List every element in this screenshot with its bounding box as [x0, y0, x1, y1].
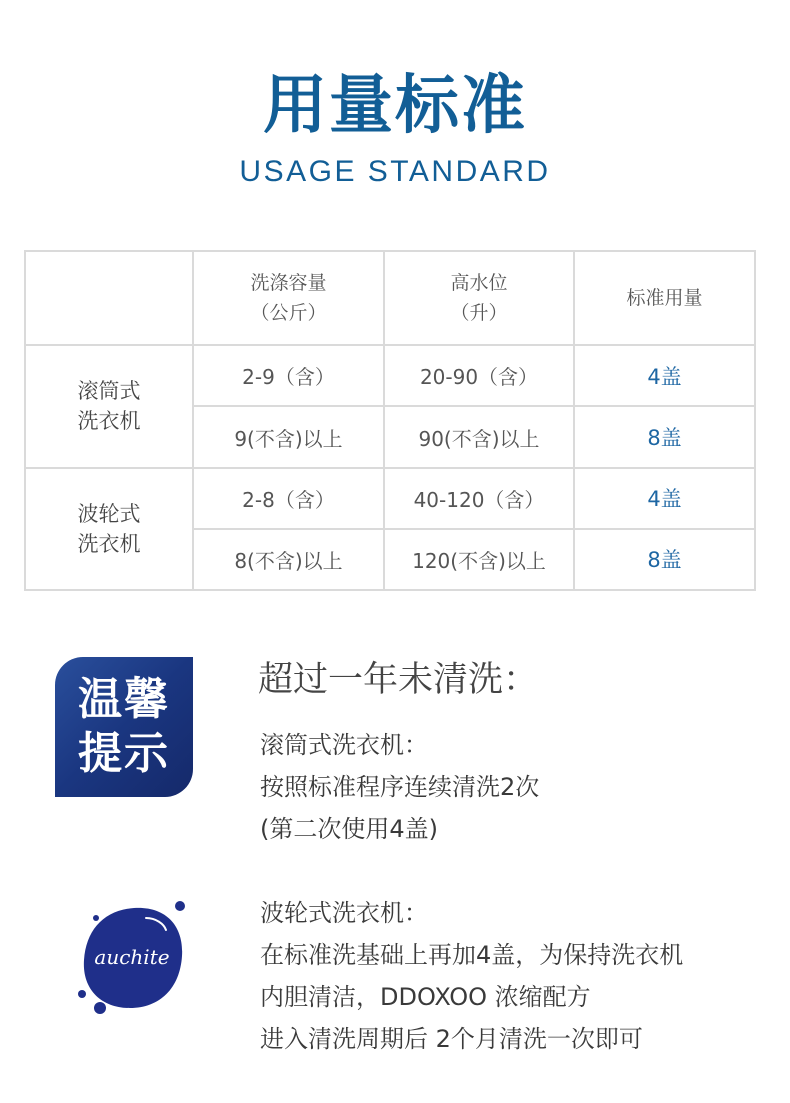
- tip-text-line: 在标准洗基础上再加4盖，为保持洗衣机: [260, 941, 684, 969]
- water-level-cell: 90(不含)以上: [384, 406, 574, 467]
- tip-badge-line: 温馨: [78, 674, 170, 725]
- dose-cell: 8盖: [574, 406, 755, 467]
- capacity-cell: 2-8（含）: [193, 468, 384, 529]
- usage-standard-table: [24, 250, 756, 591]
- header-label: 标准用量: [626, 287, 703, 310]
- water-level-cell: 40-120（含）: [384, 468, 574, 529]
- header-unit: （公斤）: [250, 302, 327, 325]
- type-label: 洗衣机: [77, 531, 141, 556]
- auchite-logo-icon: [76, 896, 192, 1020]
- page-title: 用量标准: [263, 69, 527, 143]
- water-level-cell: 20-90（含）: [384, 345, 574, 406]
- tip-text-line: 进入清洗周期后 2个月清洗一次即可: [260, 1025, 643, 1053]
- tip-drum-block: [260, 724, 539, 850]
- machine-type-wave: [25, 468, 193, 590]
- tip-text-line: (第二次使用4盖): [260, 815, 438, 843]
- dose-cell: 4盖: [574, 468, 755, 529]
- table-header-water-level: [384, 251, 574, 345]
- header-unit: （升）: [450, 302, 508, 325]
- machine-type-drum: [25, 345, 193, 467]
- table-row: [25, 345, 755, 406]
- capacity-cell: 2-9（含）: [193, 345, 384, 406]
- type-label: 滚筒式: [77, 379, 141, 404]
- type-label: 洗衣机: [77, 409, 141, 434]
- table-header-row: [25, 251, 755, 345]
- tip-drum-label: 滚筒式洗衣机：: [260, 731, 428, 759]
- tip-text-line: 按照标准程序连续清洗2次: [260, 773, 540, 801]
- tip-badge-line: 提示: [78, 728, 170, 779]
- header-label: 洗涤容量: [250, 272, 327, 295]
- logo-text: auchite: [94, 945, 170, 969]
- tip-badge: [55, 657, 193, 797]
- table-row: [25, 468, 755, 529]
- type-label: 波轮式: [77, 501, 141, 526]
- table-header-dose: [574, 251, 755, 345]
- page-subtitle: USAGE STANDARD: [239, 155, 551, 188]
- tip-wave-block: [260, 892, 683, 1060]
- tip-wave-label: 波轮式洗衣机：: [260, 899, 428, 927]
- tips-heading: 超过一年未清洗：: [258, 660, 539, 700]
- capacity-cell: 9(不含)以上: [193, 406, 384, 467]
- table-header-empty: [25, 251, 193, 345]
- table-header-capacity: [193, 251, 384, 345]
- dose-cell: 4盖: [574, 345, 755, 406]
- header-label: 高水位: [450, 272, 508, 295]
- capacity-cell: 8(不含)以上: [193, 529, 384, 590]
- tip-text-line: 内胆清洁，DDOXOO 浓缩配方: [260, 983, 591, 1011]
- dose-cell: 8盖: [574, 529, 755, 590]
- water-level-cell: 120(不含)以上: [384, 529, 574, 590]
